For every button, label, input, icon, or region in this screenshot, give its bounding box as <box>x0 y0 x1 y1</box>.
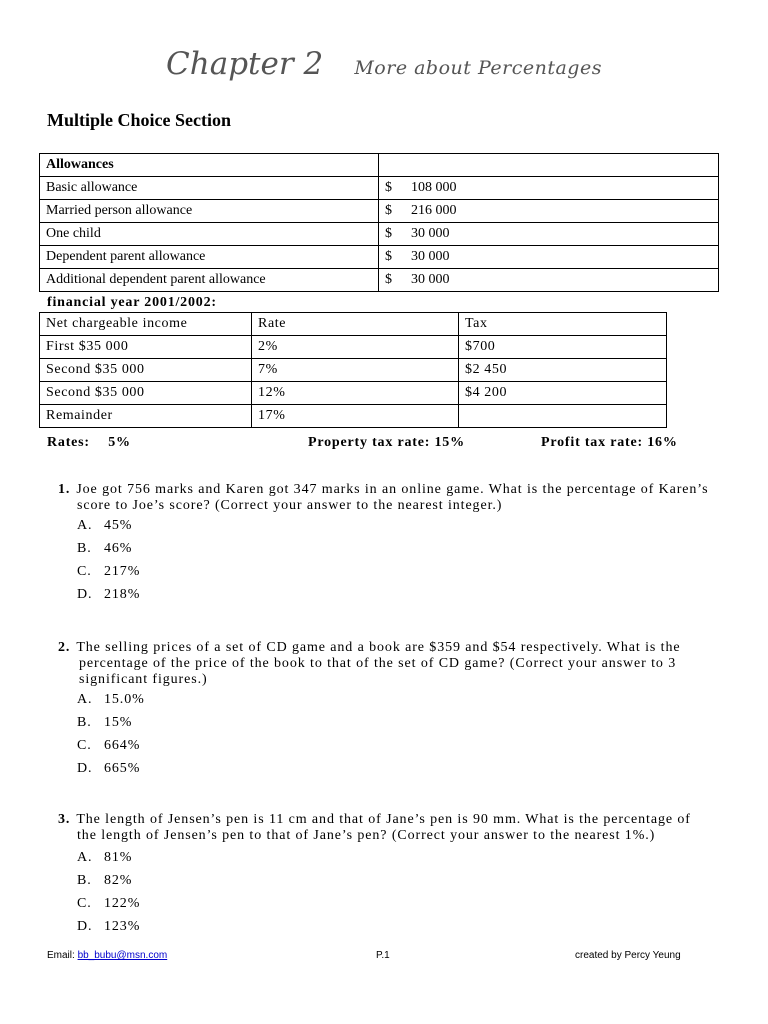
table-header-row <box>40 313 667 336</box>
rates-value: 5% <box>108 435 131 450</box>
table-cell: $4 200 <box>459 382 667 405</box>
table-cell: $2 450 <box>459 359 667 382</box>
table-cell: 2% <box>252 336 459 359</box>
option-text: 218% <box>104 587 141 602</box>
option-label: B. <box>77 873 92 888</box>
question-number: 1. <box>58 482 71 497</box>
footer-email <box>47 950 167 961</box>
option-text: 15% <box>104 715 133 730</box>
option-c[interactable] <box>77 564 140 580</box>
allowance-name: Additional dependent parent allowance <box>40 269 379 292</box>
allowance-amount: 30 000 <box>403 246 719 269</box>
table-row <box>40 154 719 177</box>
question-text: Joe got 756 marks and Karen got 347 marks in an online game. What is the percentage of Karen’s <box>76 482 709 497</box>
option-text: 15.0% <box>104 692 145 707</box>
section-title: Multiple Choice Section <box>47 110 231 130</box>
table-row <box>40 359 667 382</box>
option-text: 81% <box>104 850 133 865</box>
table-cell: 7% <box>252 359 459 382</box>
option-b[interactable] <box>77 873 132 889</box>
question-text: the length of Jensen’s pen to that of Jane’s pen? (Correct your answer to the nearest 1%.) <box>77 828 656 843</box>
table-cell: Remainder <box>40 405 252 428</box>
option-label: D. <box>77 587 93 602</box>
email-link[interactable]: bb_bubu@msn.com <box>77 950 168 961</box>
table-cell: First $35 000 <box>40 336 252 359</box>
table-row <box>40 336 667 359</box>
rates-line <box>47 435 131 451</box>
option-label: D. <box>77 919 93 934</box>
allowance-name: Dependent parent allowance <box>40 246 379 269</box>
allowance-name: Basic allowance <box>40 177 379 200</box>
column-header: Net chargeable income <box>40 313 252 336</box>
option-text: 123% <box>104 919 141 934</box>
allowances-heading: Allowances <box>40 154 379 177</box>
option-text: 665% <box>104 761 141 776</box>
chapter-heading: Chapter 2 <box>166 46 324 82</box>
option-label: A. <box>77 692 93 707</box>
option-label: A. <box>77 850 93 865</box>
table-cell: $700 <box>459 336 667 359</box>
allowance-currency: $ <box>379 246 404 269</box>
allowance-currency: $ <box>379 269 404 292</box>
table-row <box>40 200 719 223</box>
option-label: D. <box>77 761 93 776</box>
option-a[interactable] <box>77 518 132 534</box>
allowance-currency: $ <box>379 223 404 246</box>
tax-table-caption: financial year 2001/2002: <box>47 295 217 310</box>
page-number: P.1 <box>376 950 390 961</box>
option-d[interactable] <box>77 587 140 603</box>
footer-email-label: Email: <box>47 950 78 961</box>
table-row <box>40 223 719 246</box>
option-label: B. <box>77 541 92 556</box>
question-text: The length of Jensen’s pen is 11 cm and that of Jane’s pen is 90 mm. What is the percentage of <box>76 812 691 827</box>
question-text: The selling prices of a set of CD game and a book are $359 and $54 respectively. What is the <box>76 640 681 655</box>
option-text: 82% <box>104 873 133 888</box>
option-b[interactable] <box>77 541 132 557</box>
table-cell <box>459 405 667 428</box>
option-text: 46% <box>104 541 133 556</box>
allowance-amount: 216 000 <box>403 200 719 223</box>
option-label: A. <box>77 518 93 533</box>
table-row <box>40 246 719 269</box>
question-number: 2. <box>58 640 71 655</box>
profit-tax-rate: Profit tax rate: 16% <box>541 435 678 450</box>
column-header: Tax <box>459 313 667 336</box>
option-text: 122% <box>104 896 141 911</box>
option-text: 45% <box>104 518 133 533</box>
question-3 <box>58 812 728 844</box>
option-d[interactable] <box>77 919 140 935</box>
option-c[interactable] <box>77 896 140 912</box>
allowance-amount: 108 000 <box>403 177 719 200</box>
question-text: significant figures.) <box>79 672 208 687</box>
footer-credit: created by Percy Yeung <box>575 950 681 961</box>
question-1 <box>58 482 728 514</box>
allowance-currency: $ <box>379 177 404 200</box>
table-row <box>40 405 667 428</box>
table-cell: Second $35 000 <box>40 359 252 382</box>
option-a[interactable] <box>77 850 132 866</box>
rates-label: Rates: <box>47 435 90 450</box>
property-tax-rate: Property tax rate: 15% <box>308 435 465 450</box>
chapter-subtitle: More about Percentages <box>354 57 602 79</box>
option-label: B. <box>77 715 92 730</box>
allowance-name: One child <box>40 223 379 246</box>
table-row <box>40 382 667 405</box>
table-row <box>40 269 719 292</box>
option-text: 664% <box>104 738 141 753</box>
allowance-amount: 30 000 <box>403 223 719 246</box>
allowance-currency: $ <box>379 200 404 223</box>
question-2 <box>58 640 728 688</box>
table-cell: 12% <box>252 382 459 405</box>
option-label: C. <box>77 896 92 911</box>
page-title <box>0 46 768 82</box>
allowance-name: Married person allowance <box>40 200 379 223</box>
allowances-table <box>39 153 719 292</box>
option-b[interactable] <box>77 715 132 731</box>
allowance-amount: 30 000 <box>403 269 719 292</box>
question-text: score to Joe’s score? (Correct your answer to the nearest integer.) <box>77 498 503 513</box>
option-c[interactable] <box>77 738 140 754</box>
table-cell: 17% <box>252 405 459 428</box>
table-cell: Second $35 000 <box>40 382 252 405</box>
option-text: 217% <box>104 564 141 579</box>
table-cell <box>379 154 719 177</box>
option-d[interactable] <box>77 761 140 777</box>
option-label: C. <box>77 564 92 579</box>
option-a[interactable] <box>77 692 145 708</box>
question-number: 3. <box>58 812 71 827</box>
option-label: C. <box>77 738 92 753</box>
tax-rate-table <box>39 312 667 428</box>
table-row <box>40 177 719 200</box>
question-text: percentage of the price of the book to that of the set of CD game? (Correct your answer to 3 <box>79 656 677 671</box>
column-header: Rate <box>252 313 459 336</box>
